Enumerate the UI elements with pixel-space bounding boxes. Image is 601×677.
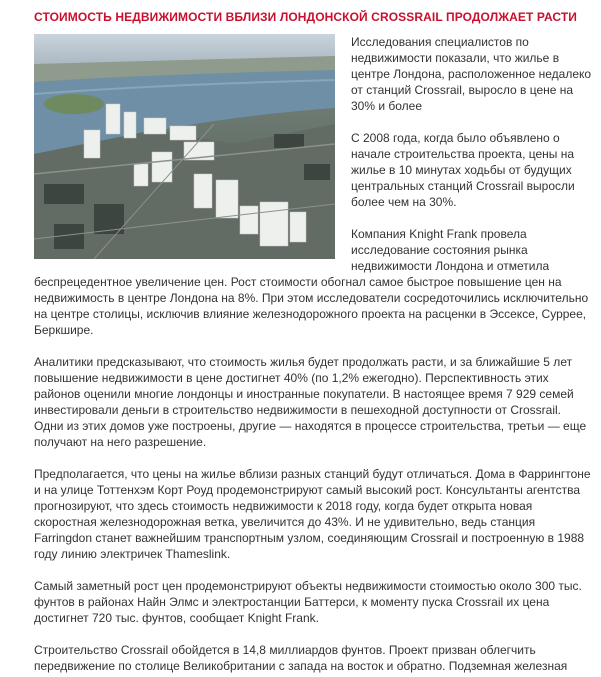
paragraph-7: Строительство Crossrail обойдется в 14,8 миллиардов фунтов. Проект призван облегчить передвижение по столице Великобритании с запада на восток и обратно. Подземная железная (34, 643, 568, 673)
article-title[interactable]: СТОИМОСТЬ НЕДВИЖИМОСТИ ВБЛИЗИ ЛОНДОНСКОЙ CROSSRAIL ПРОДОЛЖАЕТ РАСТИ (34, 10, 578, 24)
paragraph-2: С 2008 года, когда было объявлено о начале строительства проекта, цены на жилье в 10 минутах ходьбы от будущих центральных станций Crossrail выросли более чем на 30%. (351, 131, 575, 209)
paragraph-1: Исследования специалистов по недвижимости показали, что жилье в центре Лондона, расположенное недалеко от станций Crossrail, выросло в цене на 30% и более (351, 35, 592, 113)
paragraph-6: Самый заметный рост цен продемонстрируют объекты недвижимости стоимостью около 300 тыс. фунтов в районах Найн Элмс и электростанции Баттерси, к моменту пуска Crossrail их цена достигнет 720 тыс. фунтов, сообщает Knight Frank. (34, 579, 582, 625)
paragraph-3: Компания Knight Frank провела исследование состояния рынка недвижимости Лондона и отметила беспрецедентное увеличение цен. Рост стоимости обогнал самое быстрое повышение цен на недвижимость в центре Лондона на 8%. При этом исследователи сосредоточились исключительно на центре столицы, исключив влияние железнодорожного проекта на расценки в Эссексе, Суррее, Беркшире. (34, 227, 589, 337)
paragraph-5: Предполагается, что цены на жилье вблизи разных станций будут отличаться. Дома в Фаррингтоне и на улице Тоттенхэм Корт Роуд продемонстрируют самый высокий рост. Консультанты агентства прогнозируют, что здесь стоимость недвижимости к 2018 году, когда будет открыта новая скоростная железнодорожная ветка, увеличится до 43%. И не удивительно, ведь станция Farringdon станет важнейшим транспортным узлом, соединяющим Crossrail и построенную в 1988 году линию электричек Thameslink. (34, 467, 591, 561)
article-body (34, 34, 593, 674)
photo-spacer (34, 34, 335, 259)
paragraph-4: Аналитики предсказывают, что стоимость жилья будет продолжать расти, и за ближайшие 5 лет повышение недвижимости в цене достигнет 40% (по 1,2% ежегодно). Перспективность этих районов оценили многие лондонцы и иностранные покупатели. В настоящее время 7 929 семей инвестировали деньги в строительство недвижимости в пешеходной доступности от Crossrail. Одни из этих домов уже построены, другие — находятся в процессе строительства, третьи — еще получают на него разрешение. (34, 355, 587, 449)
